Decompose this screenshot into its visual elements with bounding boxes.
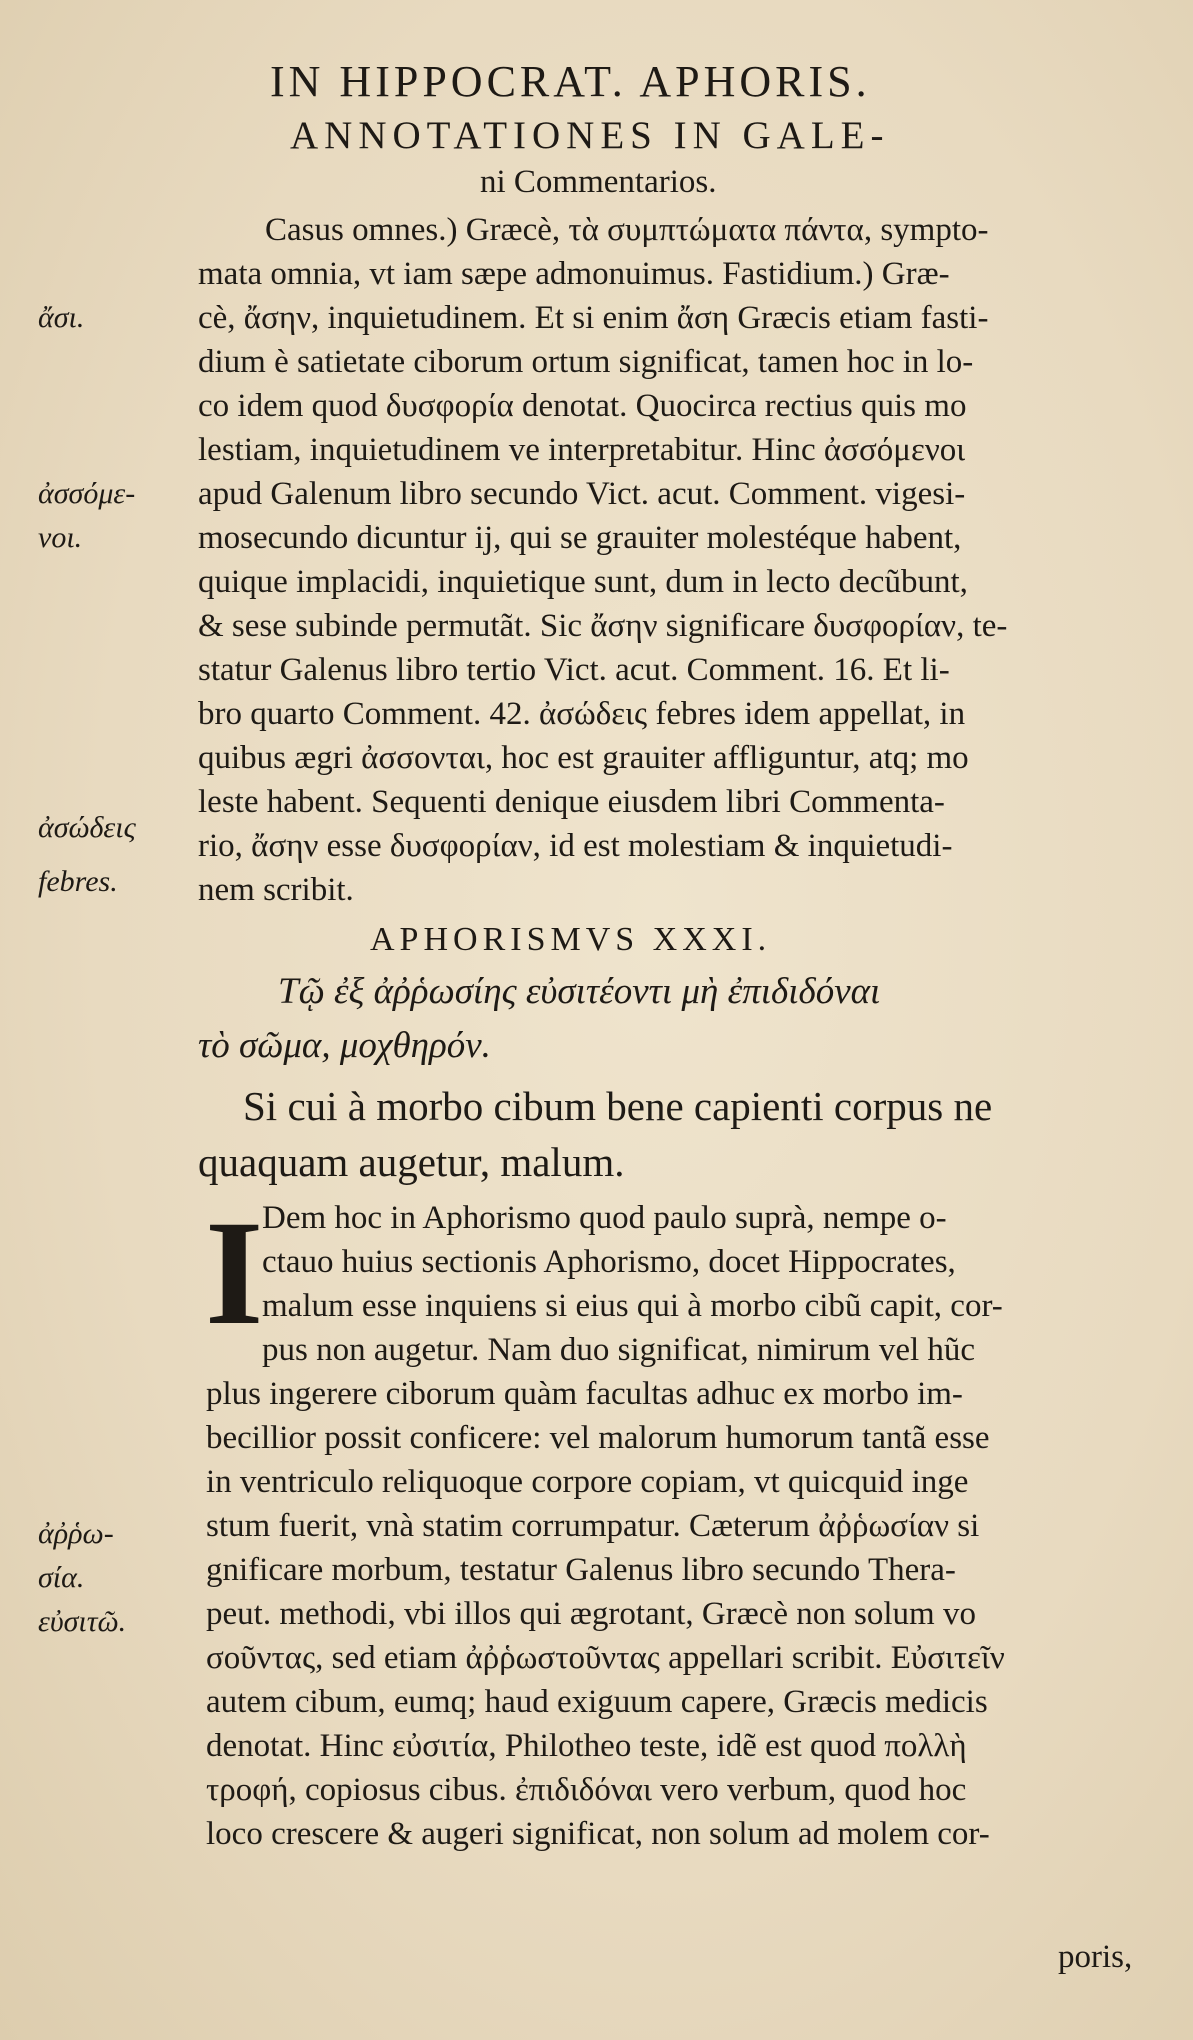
annotation-line: & sese subinde permutãt. Sic ἄσην significare δυσφορίαν, te- [198,608,1008,644]
annotation-line: cè, ἄσην, inquietudinem. Et si enim ἄση Græcis etiam fasti- [198,300,989,336]
annotation-line: apud Galenum libro secundo Vict. acut. Comment. vigesi- [198,476,966,512]
commentary-line: pus non augetur. Nam duo significat, nimirum vel hũc [262,1332,976,1368]
annotation-line: rio, ἄσην esse δυσφορίαν, id est molestiam & inquietudi- [198,828,953,864]
commentary-line: plus ingerere ciborum quàm facultas adhuc ex morbo im- [206,1376,963,1412]
greek-aphorism-line-1: Τῷ ἐξ ἀῤῥωσίης εὐσιτέοντι μὴ ἐπιδιδόναι [278,971,881,1012]
annotation-line: nem scribit. [198,872,354,908]
annotation-line: bro quarto Comment. 42. ἀσώδεις febres idem appellat, in [198,696,966,732]
margin-note: ἀῤῥω- [38,1517,114,1550]
commentary-line: τροφή, copiosus cibus. ἐπιδιδόναι vero verbum, quod hoc [206,1772,967,1808]
greek-aphorism-line-2: τὸ σῶμα, μοχθηρόν. [198,1025,491,1066]
commentary-line: peut. methodi, vbi illos qui ægrotant, Græcè non solum vo [206,1596,976,1632]
annotation-line: co idem quod δυσφορία denotat. Quocirca rectius quis mo [198,388,967,424]
drop-capital: I [205,1190,264,1356]
margin-note: εὐσιτῶ. [38,1605,127,1638]
catchword: poris, [1058,1939,1133,1975]
annotation-line: Casus omnes.) Græcè, τὰ συμπτώματα πάντα, sympto- [265,212,989,248]
annotation-line: quibus ægri ἀσσονται, hoc est grauiter affliguntur, atq; mo [198,740,969,776]
commentary-line: becillior possit conficere: vel malorum humorum tantã esse [206,1420,990,1456]
commentary-line: loco crescere & augeri significat, non solum ad molem cor- [206,1816,990,1852]
commentary-line: Dem hoc in Aphorismo quod paulo suprà, nempe o- [262,1200,947,1236]
margin-note: ἄσι. [38,301,85,334]
latin-aphorism-line-2: quaquam augetur, malum. [198,1139,625,1185]
section-title-line-1: ANNOTATIONES IN GALE- [290,114,890,157]
commentary-line: stum fuerit, vnà statim corrumpatur. Cæterum ἀῤῥωσίαν si [206,1508,980,1544]
annotation-line: mosecundo dicuntur ij, qui se grauiter molestéque habent, [198,520,962,556]
commentary-line: σοῦντας, sed etiam ἀῤῥωστοῦντας appellari scribit. Εὐσιτεῖν [206,1640,1005,1676]
latin-aphorism-line-1: Si cui à morbo cibum bene capienti corpus ne [243,1083,993,1129]
commentary-line: ctauo huius sectionis Aphorismo, docet Hippocrates, [262,1244,956,1280]
margin-note: σία. [38,1561,85,1594]
section-title-line-2: ni Commentarios. [480,164,717,200]
running-head: IN HIPPOCRAT. APHORIS. [270,57,871,106]
commentary-line: malum esse inquiens si eius qui à morbo cibũ capit, cor- [262,1288,1003,1324]
annotation-line: statur Galenus libro tertio Vict. acut. Comment. 16. Et li- [198,652,950,688]
annotation-line: lestiam, inquietudinem ve interpretabitur. Hinc ἀσσόμενοι [198,432,966,468]
commentary-line: denotat. Hinc εὐσιτία, Philotheo teste, idẽ est quod πολλὴ [206,1728,967,1764]
margin-note: febres. [38,865,118,898]
commentary-line: gnificare morbum, testatur Galenus libro secundo Thera- [206,1552,956,1588]
annotation-line: quique implacidi, inquietique sunt, dum in lecto decũbunt, [198,564,968,600]
commentary-line: autem cibum, eumq; haud exiguum capere, Græcis medicis [206,1684,988,1720]
aphorism-title: APHORISMVS XXXI. [370,921,772,958]
margin-note: ἀσσόμε- [38,477,136,510]
annotation-line: mata omnia, vt iam sæpe admonuimus. Fastidium.) Græ- [198,256,950,292]
margin-note: νοι. [38,521,83,554]
annotation-line: leste habent. Sequenti denique eiusdem libri Commenta- [198,784,945,820]
margin-note: ἀσώδεις [38,811,136,844]
commentary-line: in ventriculo reliquoque corpore copiam, vt quicquid inge [206,1464,969,1500]
annotation-line: dium è satietate ciborum ortum significat, tamen hoc in lo- [198,344,974,380]
